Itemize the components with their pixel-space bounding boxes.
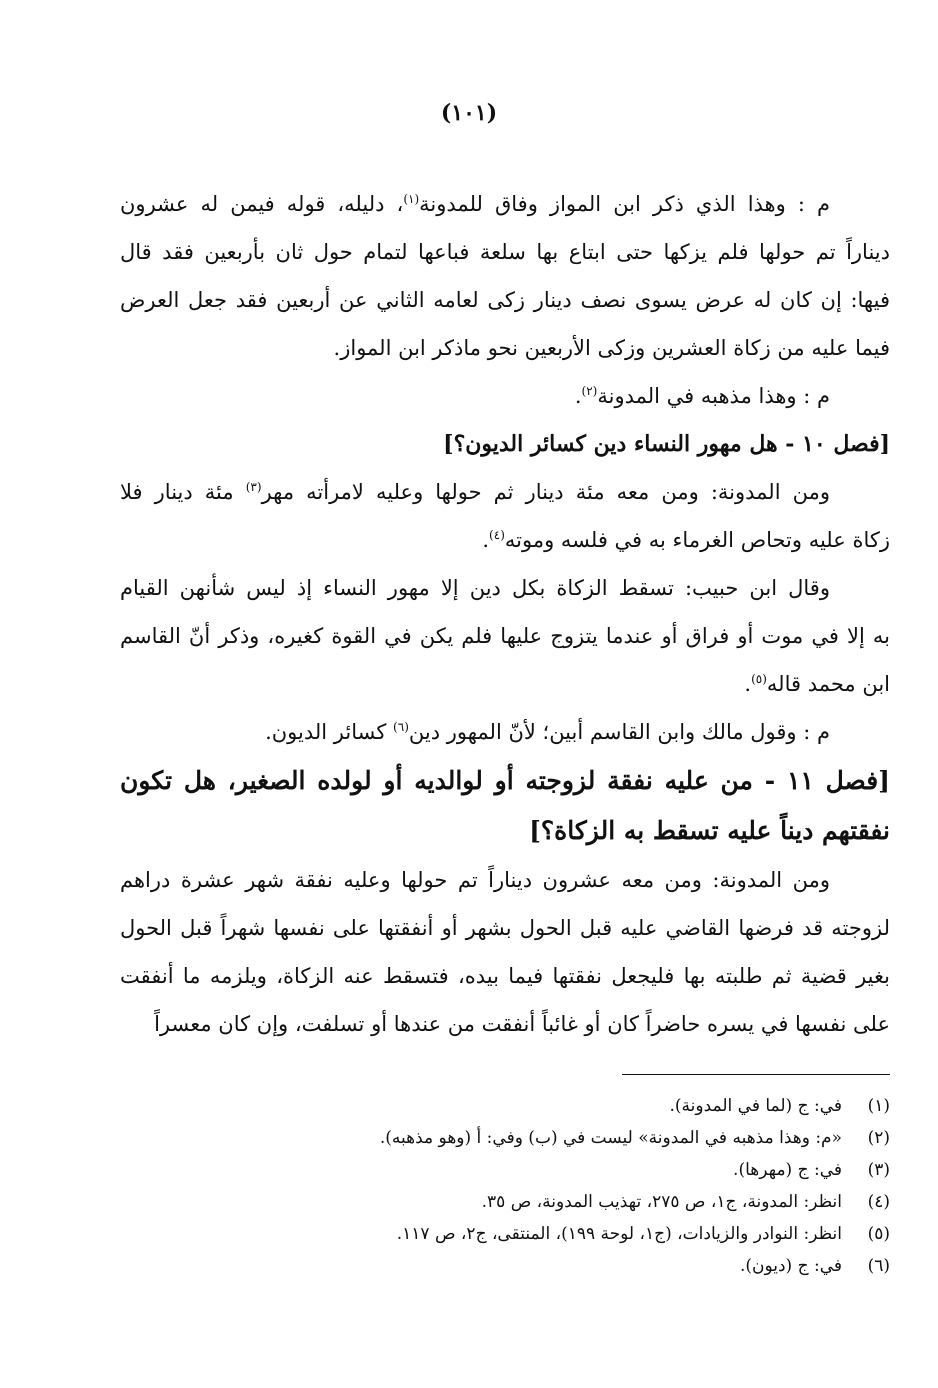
footnote <box>90 1122 890 1154</box>
paragraph <box>120 180 890 372</box>
text-run: كسائر الديون. <box>265 720 394 744</box>
section-heading <box>120 420 890 468</box>
paragraph <box>120 708 890 756</box>
paragraph <box>120 372 890 420</box>
footnote-number: (٥) <box>867 1224 890 1244</box>
footnote-text: «م: وهذا مذهبه في المدونة» ليست في (ب) وفي: أ (وهو مذهبه). <box>379 1128 842 1148</box>
text-line <box>120 904 890 952</box>
text-line <box>120 708 890 756</box>
text-line <box>120 468 890 516</box>
text-run: مئة دينار فلا <box>120 480 246 504</box>
page-number: (١٠١) <box>440 100 498 126</box>
footnotes <box>90 1090 890 1282</box>
footnote-divider <box>622 1074 890 1075</box>
text-line <box>120 228 890 276</box>
text-run: . <box>574 384 582 408</box>
text-line <box>120 952 890 1000</box>
text-run: زكاة عليه وتحاص الغرماء به في فلسه وموته <box>504 528 890 552</box>
text-run: ديناراً تم حولها فلم يزكها حتى ابتاع بها سلعة فباعها لتمام حول ثان بأربعين فقد قال <box>120 240 890 264</box>
text-run: بغير قضية ثم طلبته بها فليجعل نفقتها فيما بيده، فتسقط عنه الزكاة، ويلزمه ما أنفقت <box>120 964 890 988</box>
paragraph <box>120 564 890 708</box>
text-run: . <box>744 672 752 696</box>
footnote-marker[interactable]: (٣) <box>245 480 262 494</box>
text-run: م : وقول مالك وابن القاسم أبين؛ لأنّ المهور دين <box>408 720 830 744</box>
text-run: لزوجته قد فرضها القاضي عليه قبل الحول بشهر أو أنفقتها على نفسها شهراً قبل الحول <box>120 916 890 940</box>
text-line <box>120 856 890 904</box>
footnote-marker[interactable]: (١) <box>403 192 420 206</box>
text-line <box>120 756 890 806</box>
main-text <box>120 180 890 1048</box>
footnote <box>90 1250 890 1282</box>
footnote-number: (١) <box>867 1096 890 1116</box>
text-run: وقال ابن حبيب: تسقط الزكاة بكل دين إلا مهور النساء إذ ليس شأنهن القيام <box>120 576 830 600</box>
text-run: [فصل ١١ - من عليه نفقة لزوجته أو لوالديه أو لولده الصغير، هل تكون <box>120 766 890 795</box>
text-line <box>120 276 890 324</box>
footnote <box>90 1218 890 1250</box>
footnote-marker[interactable]: (٦) <box>393 720 409 734</box>
text-line <box>120 806 890 856</box>
footnote-text: انظر: المدونة، ج١، ص ٢٧٥، تهذيب المدونة، ص ٣٥. <box>481 1192 842 1212</box>
text-run: م : وهذا الذي ذكر ابن المواز وفاق للمدونة <box>419 192 830 216</box>
text-run: . <box>482 528 490 552</box>
text-run: ومن المدونة: ومن معه مئة دينار ثم حولها وعليه لامرأته مهر <box>261 480 831 504</box>
footnote-text: في: ج (مهرها). <box>733 1160 842 1180</box>
text-run: ابن محمد قاله <box>766 672 890 696</box>
text-run: ، دليله، قوله فيمن له عشرون <box>120 192 404 216</box>
text-run: فيما عليه من زكاة العشرين وزكى الأربعين نحو ماذكر ابن المواز. <box>333 336 890 360</box>
footnote-text: في: ج (ديون). <box>739 1256 842 1276</box>
text-line <box>120 1000 890 1048</box>
text-line <box>120 324 890 372</box>
text-run: م : وهذا مذهبه في المدونة <box>597 384 830 408</box>
text-run: فيها: إن كان له عرض يسوى نصف دينار زكى لعامه الثاني عن أربعين فقد جعل العرض <box>120 288 890 312</box>
text-run: نفقتهم ديناً عليه تسقط به الزكاة؟] <box>529 816 890 845</box>
footnote-number: (٢) <box>867 1128 890 1148</box>
footnote <box>90 1186 890 1218</box>
text-line <box>120 660 890 708</box>
paragraph <box>120 856 890 1048</box>
text-line <box>120 372 890 420</box>
footnote-number: (٤) <box>867 1192 890 1212</box>
text-line <box>120 516 890 564</box>
footnote-number: (٣) <box>867 1160 890 1180</box>
text-line <box>120 180 890 228</box>
text-run: على نفسها في يسره حاضراً كان أو غائباً أنفقت من عندها أو تسلفت، وإن كان معسراً <box>154 1012 890 1036</box>
text-line <box>120 564 890 612</box>
section-heading <box>120 756 890 856</box>
text-line <box>120 612 890 660</box>
text-run: [فصل ١٠ - هل مهور النساء دين كسائر الديون؟] <box>443 431 890 457</box>
text-line <box>120 420 890 468</box>
footnote <box>90 1090 890 1122</box>
footnote-number: (٦) <box>867 1256 890 1276</box>
text-run: ومن المدونة: ومن معه عشرون ديناراً تم حولها وعليه نفقة شهر عشرة دراهم <box>120 868 830 892</box>
footnote-marker[interactable]: (٢) <box>581 384 598 398</box>
footnote-marker[interactable]: (٤) <box>489 528 505 542</box>
footnote-text: في: ج (لما في المدونة). <box>669 1096 842 1116</box>
text-run: به إلا في موت أو فراق أو عندما يتزوج عليها فلم يكن في القوة كغيره، وذكر أنّ القاسم <box>120 624 890 648</box>
footnote <box>90 1154 890 1186</box>
paragraph <box>120 468 890 564</box>
footnote-text: انظر: النوادر والزيادات، (ج١، لوحة ١٩٩)، المنتقى، ج٢، ص ١١٧. <box>396 1224 842 1244</box>
footnote-marker[interactable]: (٥) <box>751 672 767 686</box>
